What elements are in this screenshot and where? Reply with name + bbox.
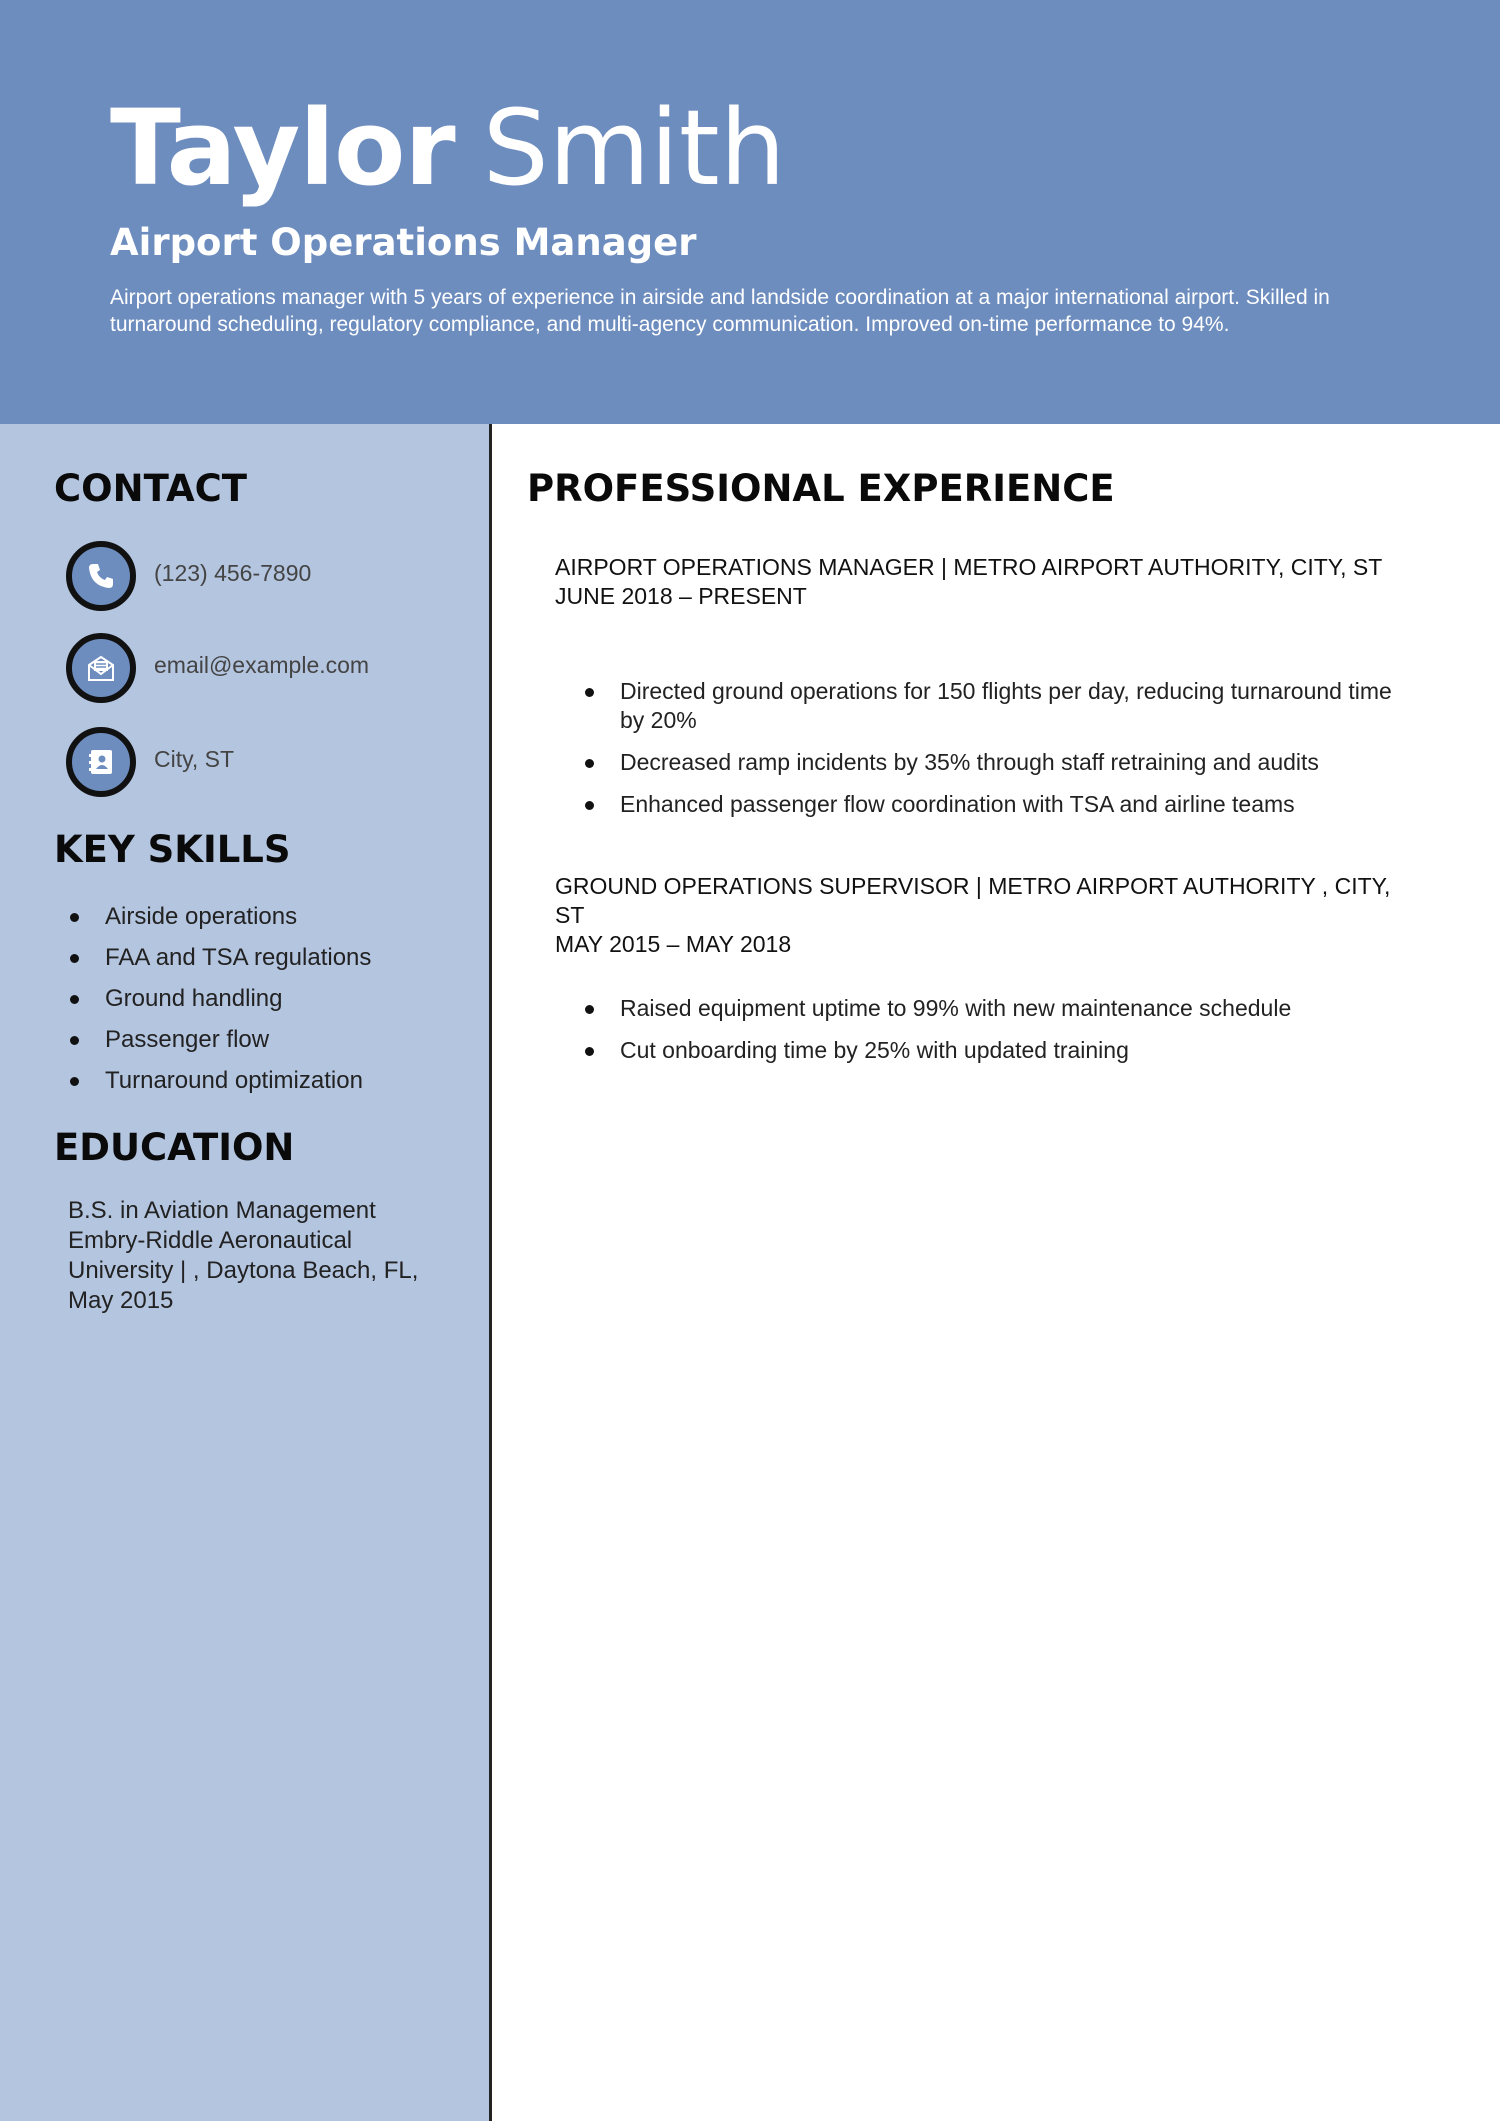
job-bullets: [585, 994, 1415, 1078]
job-dates: MAY 2015 – MAY 2018: [555, 931, 792, 957]
phone-icon: [66, 541, 136, 611]
list-item: Passenger flow: [66, 1019, 371, 1060]
location-text: City, ST: [154, 746, 235, 772]
first-name: Taylor: [110, 87, 455, 209]
key-skills-list: [66, 896, 371, 1101]
contact-email: [66, 633, 466, 705]
experience-heading: PROFESSIONAL EXPERIENCE: [527, 467, 1115, 510]
address-book-icon: [66, 727, 136, 797]
list-item: Turnaround optimization: [66, 1060, 371, 1101]
job-dates: JUNE 2018 – PRESENT: [555, 583, 807, 609]
job-title-line: GROUND OPERATIONS SUPERVISOR | METRO AIRPORT AUTHORITY , CITY, ST: [555, 873, 1391, 928]
phone-text: (123) 456-7890: [154, 560, 312, 586]
email-text: email@example.com: [154, 652, 370, 678]
profile-summary: Airport operations manager with 5 years of experience in airside and landside coordination at a major international airport. Skilled in turnaround scheduling, regulatory compliance, and multi-agency communication. Improved on-time performance to 94%.: [110, 286, 1330, 336]
list-item: Enhanced passenger flow coordination with TSA and airline teams: [585, 790, 1415, 819]
list-item: Decreased ramp incidents by 35% through staff retraining and audits: [585, 748, 1415, 777]
email-icon: [66, 633, 136, 703]
list-item: Directed ground operations for 150 flights per day, reducing turnaround time by 20%: [585, 677, 1415, 735]
list-item: FAA and TSA regulations: [66, 937, 371, 978]
job-title-line: AIRPORT OPERATIONS MANAGER | METRO AIRPORT AUTHORITY, CITY, ST: [555, 554, 1383, 580]
education-heading: EDUCATION: [54, 1126, 295, 1169]
key-skills-heading: KEY SKILLS: [54, 828, 291, 871]
job-header: [555, 553, 1415, 611]
last-name: Smith: [482, 87, 786, 209]
list-item: Cut onboarding time by 25% with updated training: [585, 1036, 1415, 1065]
job-bullets: [585, 677, 1415, 832]
contact-heading: CONTACT: [54, 467, 247, 510]
list-item: Ground handling: [66, 978, 371, 1019]
job-title: Airport Operations Manager: [110, 221, 697, 264]
list-item: Airside operations: [66, 896, 371, 937]
education-entry: B.S. in Aviation Management Embry-Riddle Aeronautical University | , Daytona Beach, FL, May 2015: [68, 1197, 419, 1314]
job-header: [555, 872, 1415, 959]
contact-location: [66, 727, 466, 799]
contact-phone: [66, 541, 466, 613]
list-item: Raised equipment uptime to 99% with new maintenance schedule: [585, 994, 1415, 1023]
candidate-name: [110, 88, 786, 208]
header-banner: [0, 0, 1500, 424]
